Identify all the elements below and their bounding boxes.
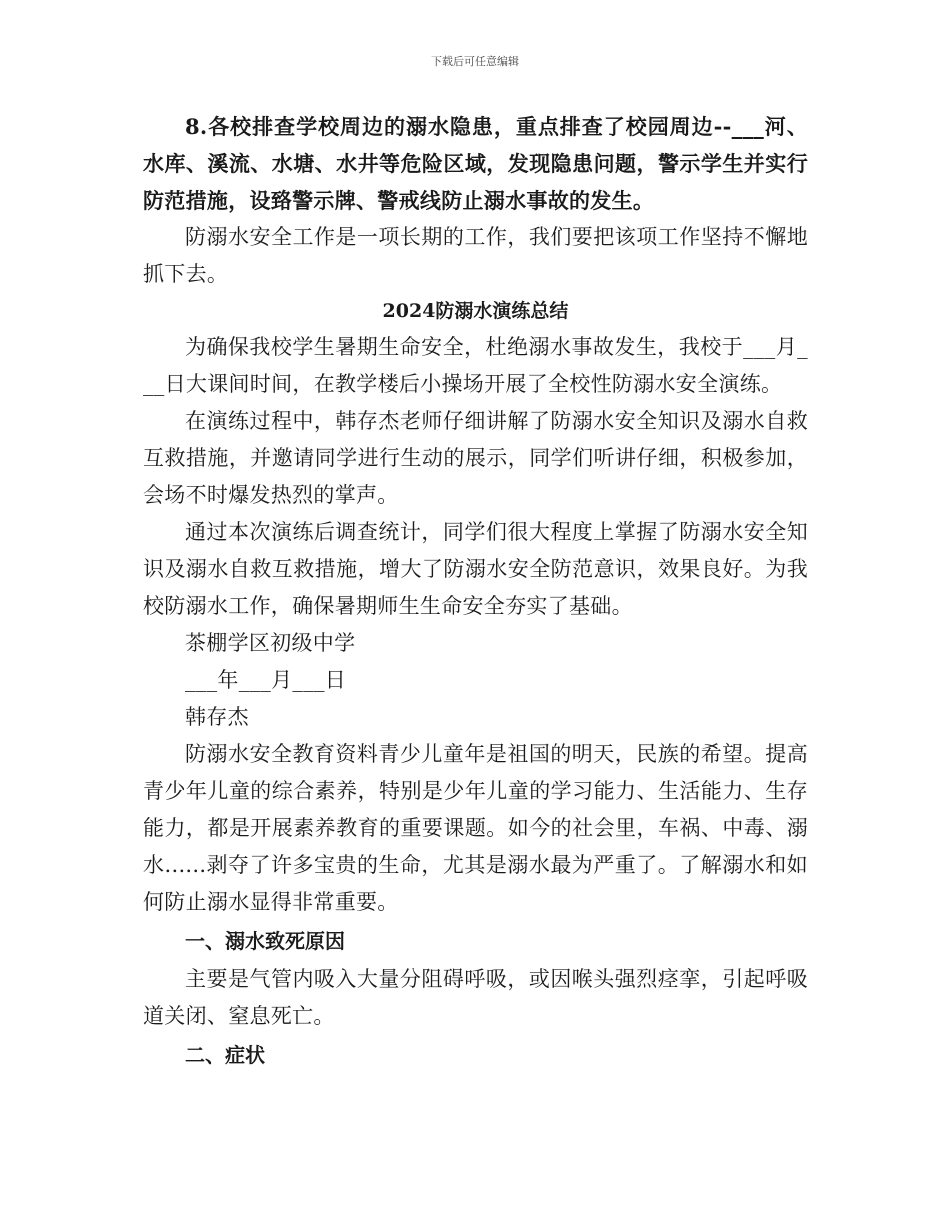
author-name: 韩存杰 xyxy=(185,705,249,729)
paragraph-inspection: 8.各校排查学校周边的溺水隐患，重点排查了校园周边--___河、水库、溪流、水塘、水井等危险区域，发现隐患问题，警示学生并实行防范措施，设臵警示牌、警戒线防止溺水事故的发生。 xyxy=(143,114,808,213)
section-title: 2024防溺水演练总结 xyxy=(382,300,569,322)
paragraph-cause-description: 主要是气管内吸入大量分阻碍呼吸，或因喉头强烈痉挛，引起呼吸道关闭、窒息死亡。 xyxy=(143,967,808,1028)
paragraph-drill-result: 通过本次演练后调查统计，同学们很大程度上掌握了防溺水安全知识及溺水自救互救措施，增大了防溺水安全防范意识，效果良好。为我校防溺水工作，确保暑期师生生命安全夯实了基础。 xyxy=(143,520,808,618)
paragraph-long-term-work: 防溺水安全工作是一项长期的工作，我们要把该项工作坚持不懈地抓下去。 xyxy=(143,225,808,286)
page-header-note: 下载后可任意编辑 xyxy=(431,55,519,68)
document-body xyxy=(143,108,808,1075)
heading-cause-of-death: 一、溺水致死原因 xyxy=(185,929,345,953)
paragraph-drill-intro: 为确保我校学生暑期生命安全，杜绝溺水事故发生，我校于___月___日大课间时间，在教学楼后小操场开展了全校性防溺水安全演练。 xyxy=(143,335,808,396)
school-name: 茶棚学区初级中学 xyxy=(185,631,356,655)
paragraph-education-material: 防溺水安全教育资料青少儿童年是祖国的明天，民族的希望。提高青少年儿童的综合素养，特别是少年儿童的学习能力、生活能力、生存能力，都是开展素养教育的重要课题。如今的社会里，车祸、中毒、溺水......剥夺了许多宝贵的生命，尤其是溺水最为严重了。了解溺水和如何防止溺水显得非常重要。 xyxy=(143,742,808,914)
paragraph-drill-process: 在演练过程中，韩存杰老师仔细讲解了防溺水安全知识及溺水自救互救措施，并邀请同学进行生动的展示，同学们听讲仔细，积极参加，会场不时爆发热烈的掌声。 xyxy=(143,409,808,507)
date-line: ___年___月___日 xyxy=(185,668,347,692)
heading-symptoms: 二、症状 xyxy=(185,1043,265,1067)
